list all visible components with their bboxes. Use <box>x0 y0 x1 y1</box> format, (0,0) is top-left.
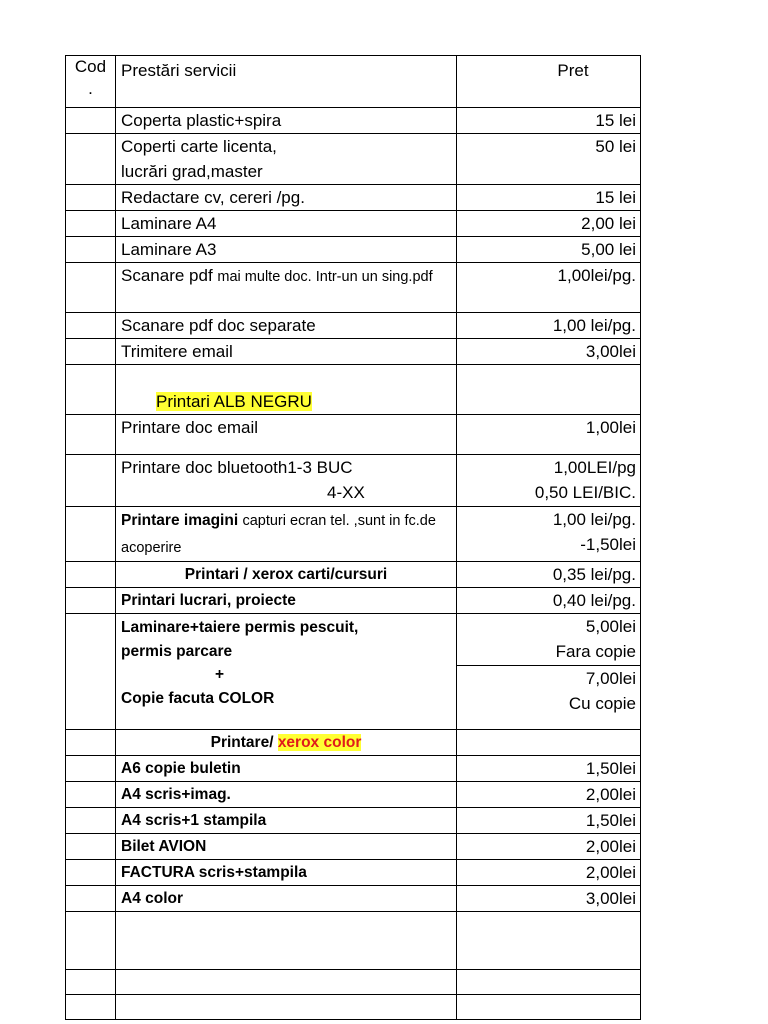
cod-header: Cod . <box>66 56 116 108</box>
table-row: Scanare pdf doc separate 1,00 lei/pg. <box>66 313 641 339</box>
table-header-row <box>66 56 641 108</box>
section-bw-row <box>66 365 641 415</box>
price-header: Pret <box>457 56 641 108</box>
table-row: Printare imagini capturi ecran tel. ,sunt in fc.de acoperire 1,00 lei/pg. -1,50lei <box>66 507 641 562</box>
table-row: Laminare A4 2,00 lei <box>66 211 641 237</box>
section-color-row: Printare/ xerox color <box>66 730 641 756</box>
table-row: Bilet AVION 2,00lei <box>66 834 641 860</box>
table-row: Printare doc bluetooth1-3 BUC 4-XX 1,00LEI/pg 0,50 LEI/BIC. <box>66 455 641 507</box>
section-color-highlight: xerox color <box>277 734 362 751</box>
empty-row <box>66 912 641 970</box>
laminare-permis-row-b: 7,00lei Cu copie <box>66 666 641 730</box>
table-row: Printari lucrari, proiecte 0,40 lei/pg. <box>66 588 641 614</box>
empty-row <box>66 995 641 1020</box>
service-header: Prestări servicii <box>116 56 457 108</box>
table-row: Scanare pdf mai multe doc. Intr-un un sing.pdf 1,00lei/pg. <box>66 263 641 313</box>
empty-row <box>66 970 641 995</box>
table-row: Coperta plastic+spira 15 lei <box>66 108 641 134</box>
price-table <box>65 55 641 1020</box>
table-row: A4 scris+1 stampila 1,50lei <box>66 808 641 834</box>
table-row: A4 color 3,00lei <box>66 886 641 912</box>
section-bw-title: Printari ALB NEGRU <box>156 392 312 411</box>
table-row: A6 copie buletin 1,50lei <box>66 756 641 782</box>
table-row: FACTURA scris+stampila 2,00lei <box>66 860 641 886</box>
table-row: Printare doc email 1,00lei <box>66 415 641 455</box>
table-row: Coperti carte licenta, lucrări grad,master 50 lei <box>66 134 641 185</box>
table-row: Trimitere email 3,00lei <box>66 339 641 365</box>
table-row: Laminare A3 5,00 lei <box>66 237 641 263</box>
table-row: A4 scris+imag. 2,00lei <box>66 782 641 808</box>
table-row: Printari / xerox carti/cursuri 0,35 lei/pg. <box>66 562 641 588</box>
laminare-permis-row: Laminare+taiere permis pescuit, permis parcare + Copie facuta COLOR 5,00lei Fara copie <box>66 614 641 666</box>
table-row: Redactare cv, cereri /pg. 15 lei <box>66 185 641 211</box>
